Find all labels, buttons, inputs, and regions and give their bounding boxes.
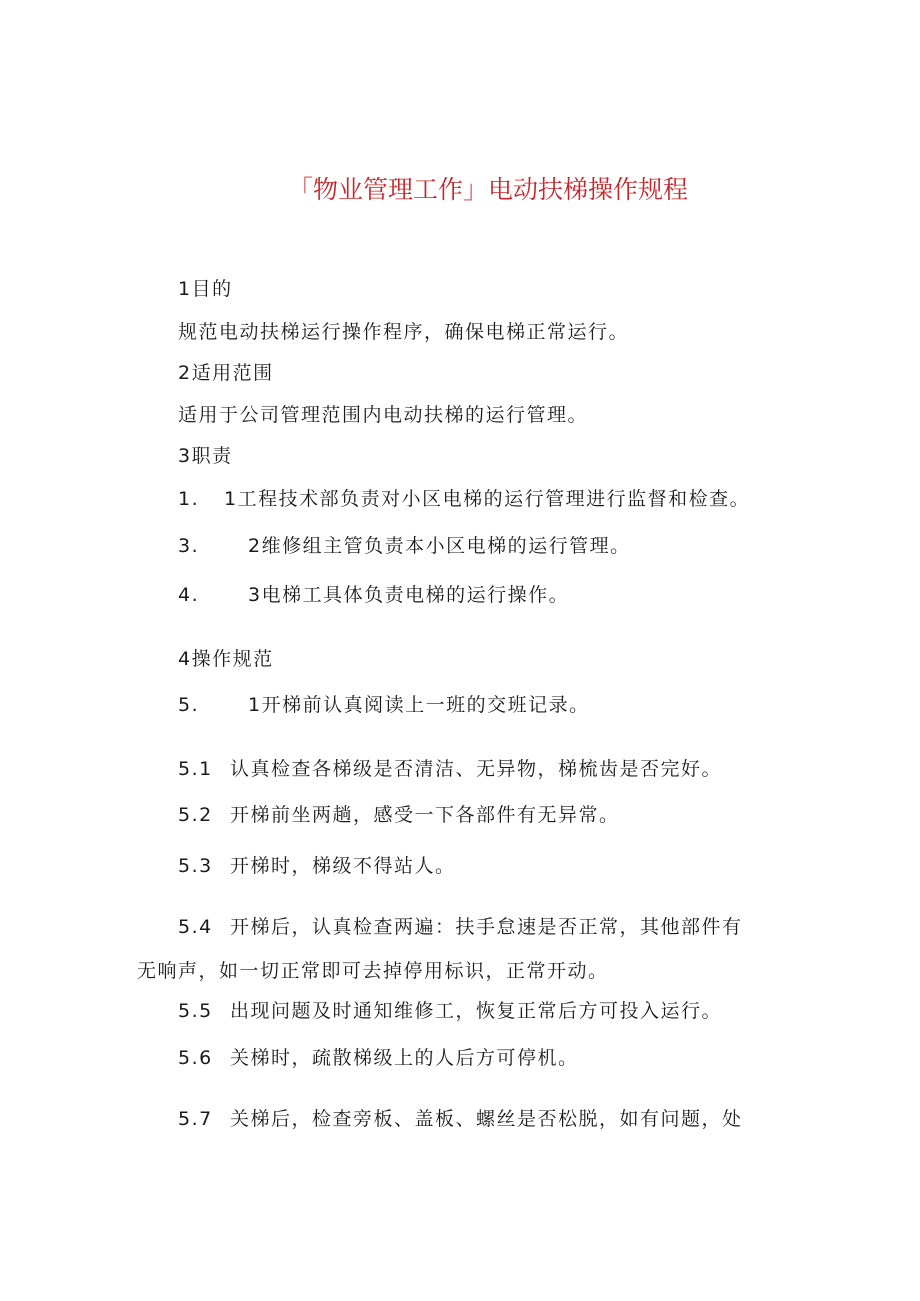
list-item xyxy=(178,690,590,717)
list-item-number: 5.1 xyxy=(178,758,213,780)
list-item-number: 5.3 xyxy=(178,855,213,877)
list-item-text: 1工程技术部负责对小区电梯的运行管理进行监督和检查。 xyxy=(224,488,751,510)
list-item xyxy=(178,1104,743,1131)
section-4-heading: 4操作规范 xyxy=(178,648,274,670)
list-item-text: 关梯后，检查旁板、盖板、螺丝是否松脱，如有问题，处 xyxy=(230,1108,743,1130)
list-item-text: 开梯时，梯级不得站人。 xyxy=(230,855,456,877)
section-3-heading: 3职责 xyxy=(178,445,233,467)
list-item-continuation: 无响声，如一切正常即可去掉停用标识，正常开动。 xyxy=(137,960,609,982)
list-item-number: 4. xyxy=(178,584,200,606)
list-item xyxy=(178,851,456,878)
list-item-text: 1开梯前认真阅读上一班的交班记录。 xyxy=(248,694,590,716)
list-item-text: 开梯前坐两趟，感受一下各部件有无异常。 xyxy=(230,804,620,826)
list-item-text: 3电梯工具体负责电梯的运行操作。 xyxy=(248,584,570,606)
section-2-body: 适用于公司管理范围内电动扶梯的运行管理。 xyxy=(178,404,589,426)
list-item-text: 认真检查各梯级是否清洁、无异物，梯梳齿是否完好。 xyxy=(230,758,723,780)
list-item-number: 5.2 xyxy=(178,804,213,826)
list-item xyxy=(178,484,750,511)
list-item xyxy=(178,531,631,558)
section-2-heading: 2适用范围 xyxy=(178,362,274,384)
list-item-number: 5.6 xyxy=(178,1047,213,1069)
list-item-number: 3. xyxy=(178,535,200,557)
list-item xyxy=(178,996,722,1023)
list-item xyxy=(178,754,722,781)
list-item-number: 5.5 xyxy=(178,1000,213,1022)
list-item-text: 关梯时，疏散梯级上的人后方可停机。 xyxy=(230,1047,579,1069)
list-item xyxy=(178,1043,579,1070)
list-item xyxy=(178,580,569,607)
list-item-text: 出现问题及时通知维修工，恢复正常后方可投入运行。 xyxy=(230,1000,723,1022)
list-item-text: 2维修组主管负责本小区电梯的运行管理。 xyxy=(248,535,631,557)
list-item-number: 5.4 xyxy=(178,916,213,938)
list-item-number: 5.7 xyxy=(178,1108,213,1130)
document-title: 「物业管理工作」电动扶梯操作规程 xyxy=(288,175,689,204)
section-1-heading: 1目的 xyxy=(178,278,233,300)
list-item xyxy=(178,800,620,827)
list-item-number: 5. xyxy=(178,694,200,716)
list-item-number: 1. xyxy=(178,488,200,510)
list-item-text: 开梯后，认真检查两遍：扶手怠速是否正常，其他部件有 xyxy=(230,916,743,938)
list-item xyxy=(178,912,743,939)
section-1-body: 规范电动扶梯运行操作程序，确保电梯正常运行。 xyxy=(178,321,630,343)
